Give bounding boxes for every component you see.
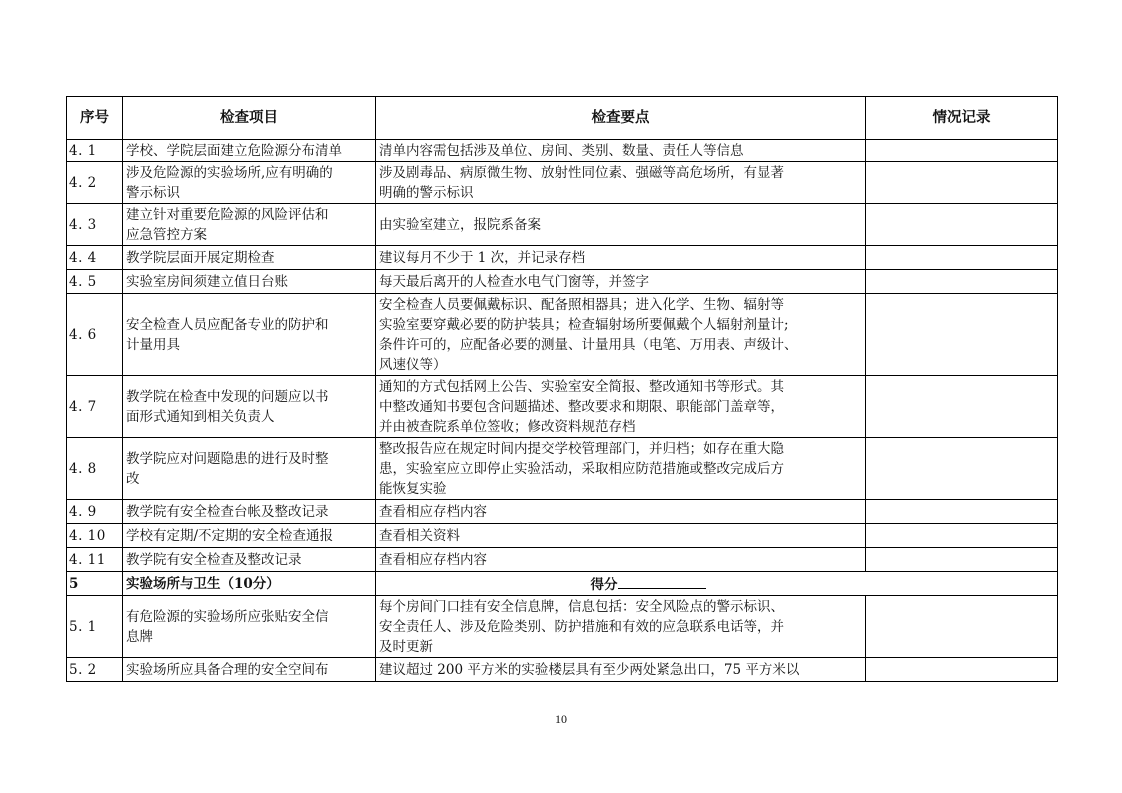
table-row [67,500,1058,524]
row-points: 查看相应存档内容 [376,500,866,524]
score-blank[interactable] [618,573,706,589]
row-number: 4. 11 [67,548,123,572]
row-number: 5. 1 [67,596,123,658]
table-header-row [67,97,1058,140]
header-num: 序号 [67,97,123,140]
row-record [866,294,1058,376]
row-record [866,500,1058,524]
row-points: 每天最后离开的人检查水电气门窗等，并签字 [376,270,866,294]
inspection-table [66,96,1058,682]
row-number: 4. 3 [67,204,123,246]
row-item: 学校、学院层面建立危险源分布清单 [123,140,376,162]
row-number: 4. 2 [67,162,123,204]
row-record [866,658,1058,682]
row-points: 每个房间门口挂有安全信息牌，信息包括：安全风险点的警示标识、 安全责任人、涉及危险类别、防护措施和有效的应急联系电话等，并 及时更新 [376,596,866,658]
table-row [67,140,1058,162]
row-points: 通知的方式包括网上公告、实验室安全简报、整改通知书等形式。其 中整改通知书要包含问题描述、整改要求和期限、职能部门盖章等， 并由被查院系单位签收；修改资料规范存档 [376,376,866,438]
row-points: 涉及剧毒品、病原微生物、放射性同位素、强磁等高危场所，有显著 明确的警示标识 [376,162,866,204]
row-points: 清单内容需包括涉及单位、房间、类别、数量、责任人等信息 [376,140,866,162]
row-item: 安全检查人员应配备专业的防护和 计量用具 [123,294,376,376]
row-item: 教学院层面开展定期检查 [123,246,376,270]
row-record [866,376,1058,438]
table-row [67,204,1058,246]
table-row [67,524,1058,548]
section-title: 实验场所与卫生（10分） [123,572,376,596]
row-record [866,596,1058,658]
row-item: 实验室房间须建立值日台账 [123,270,376,294]
section-number: 5 [67,572,123,596]
row-number: 4. 5 [67,270,123,294]
table-row [67,246,1058,270]
row-record [866,246,1058,270]
row-points: 建议每月不少于 1 次，并记录存档 [376,246,866,270]
row-record [866,140,1058,162]
table-row [67,376,1058,438]
row-points: 查看相应存档内容 [376,548,866,572]
page-number: 10 [555,712,567,726]
row-points: 安全检查人员要佩戴标识、配备照相器具；进入化学、生物、辐射等 实验室要穿戴必要的防护装具；检查辐射场所要佩戴个人辐射剂量计; 条件许可的，应配备必要的测量、计量用具（电笔、万用表、声级计、 风速仪等） [376,294,866,376]
row-points: 整改报告应在规定时间内提交学校管理部门，并归档；如存在重大隐 患，实验室应立即停止实验活动，采取相应防范措施或整改完成后方 能恢复实验 [376,438,866,500]
header-item: 检查项目 [123,97,376,140]
row-number: 4. 10 [67,524,123,548]
table-row [67,438,1058,500]
section-score [376,572,1058,596]
row-number: 4. 1 [67,140,123,162]
row-item: 学校有定期/不定期的安全检查通报 [123,524,376,548]
row-number: 4. 9 [67,500,123,524]
row-number: 4. 7 [67,376,123,438]
header-points: 检查要点 [376,97,866,140]
row-number: 4. 6 [67,294,123,376]
row-item: 涉及危险源的实验场所,应有明确的 警示标识 [123,162,376,204]
row-item: 有危险源的实验场所应张贴安全信 息牌 [123,596,376,658]
row-item: 教学院有安全检查及整改记录 [123,548,376,572]
row-record [866,162,1058,204]
row-number: 5. 2 [67,658,123,682]
table-row [67,596,1058,658]
table-row [67,548,1058,572]
row-record [866,548,1058,572]
table-row [67,162,1058,204]
row-points: 由实验室建立，报院系备案 [376,204,866,246]
row-record [866,524,1058,548]
table-row [67,294,1058,376]
table-row [67,270,1058,294]
row-item: 教学院应对问题隐患的进行及时整 改 [123,438,376,500]
score-label: 得分 [590,576,618,593]
row-item: 教学院在检查中发现的问题应以书 面形式通知到相关负责人 [123,376,376,438]
row-item: 教学院有安全检查台帐及整改记录 [123,500,376,524]
row-record [866,438,1058,500]
row-item: 实验场所应具备合理的安全空间布 [123,658,376,682]
table-row [67,658,1058,682]
section-row [67,572,1058,596]
row-points: 查看相关资料 [376,524,866,548]
row-item: 建立针对重要危险源的风险评估和 应急管控方案 [123,204,376,246]
row-record [866,270,1058,294]
row-record [866,204,1058,246]
row-number: 4. 4 [67,246,123,270]
row-points: 建议超过 200 平方米的实验楼层具有至少两处紧急出口，75 平方米以 [376,658,866,682]
row-number: 4. 8 [67,438,123,500]
header-record: 情况记录 [866,97,1058,140]
